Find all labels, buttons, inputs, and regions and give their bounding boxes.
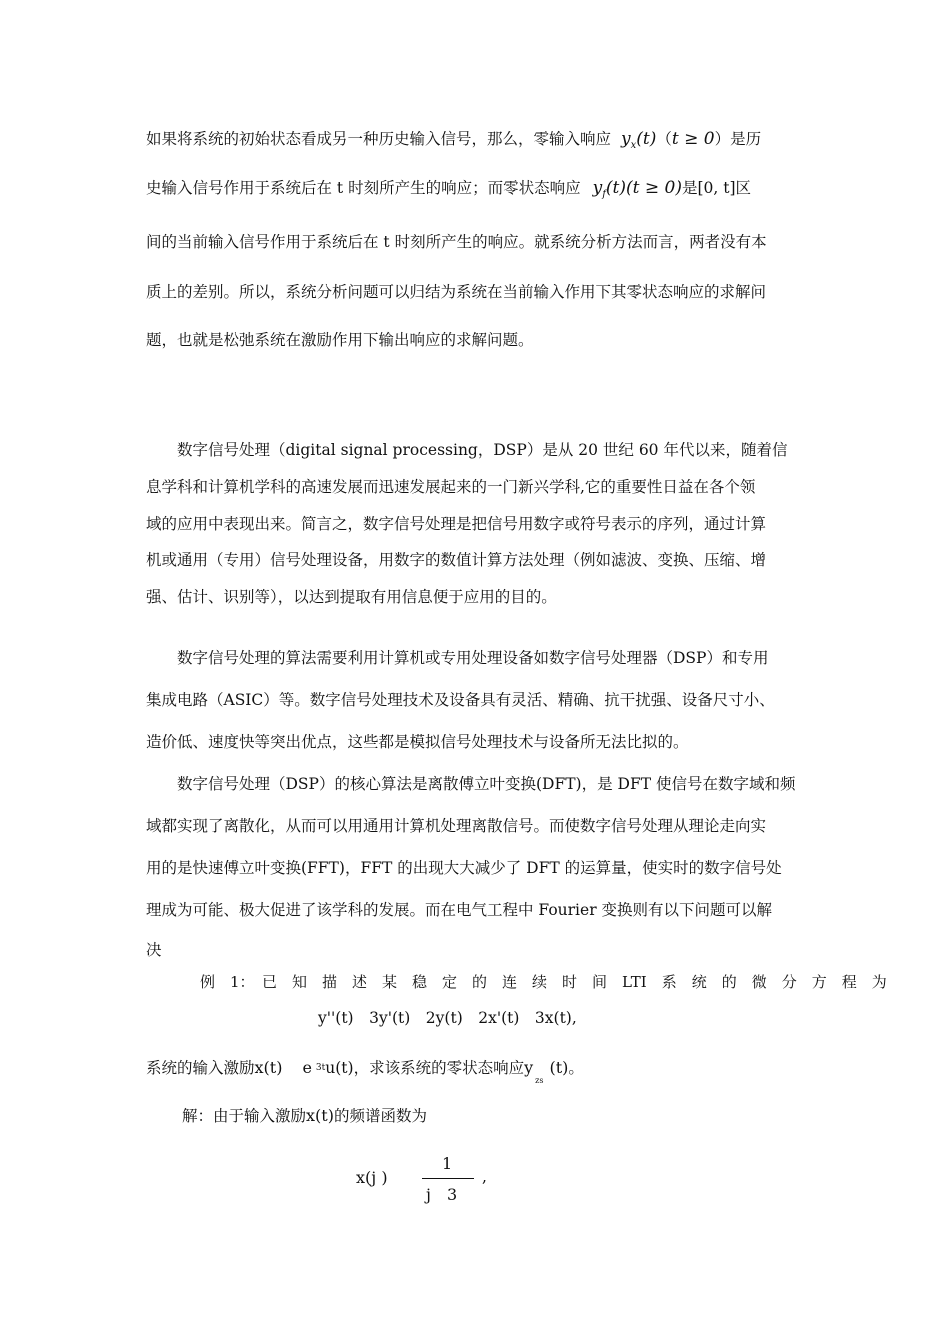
fraction-lhs: x(j ) (356, 1168, 388, 1187)
input-text-2: u(t)，求该系统的零状态响应 (325, 1059, 525, 1077)
para3-line-1: 数字信号处理的算法需要利用计算机或专用处理设备如数字信号处理器（DSP）和专用 (177, 649, 769, 667)
para4-line-5: 决 (146, 941, 162, 959)
para2-line-2: 息学科和计算机学科的高速发展而迅速发展起来的一门新兴学科,它的重要性日益在各个领 (146, 478, 756, 496)
math-y-symbol: y (621, 129, 631, 149)
para3-line-2: 集成电路（ASIC）等。数字信号处理技术及设备具有灵活、精确、抗干扰强、设备尺寸小、 (146, 691, 775, 709)
example-heading: 例 1： 已 知 描 述 某 稳 定 的 连 续 时 间 LTI 系 统 的 微 分 方 程 为 (200, 973, 887, 991)
math-arg: (t)(t ≥ 0) (605, 178, 682, 198)
paren: （ (656, 130, 672, 148)
solution-text: 解：由于输入激励 (182, 1107, 307, 1125)
fraction-numerator: 1 (442, 1154, 453, 1173)
input-x: x(t) (254, 1058, 283, 1077)
para1-text: 史输入信号作用于系统后在 t 时刻所产生的响应；而零状态响应 (146, 179, 581, 197)
para2-line-3: 域的应用中表现出来。简言之，数字信号处理是把信号用数字或符号表示的序列，通过计算 (146, 515, 767, 533)
para1-text-end: 是[0, t]区 (681, 179, 752, 197)
solution-x: x(t) (306, 1106, 334, 1125)
example-input-line (146, 1058, 584, 1091)
para1-line-4: 质上的差别。所以，系统分析问题可以归结为系统在当前输入作用下其零状态响应的求解问 (146, 283, 767, 301)
fraction-comma: , (482, 1168, 487, 1186)
para2-line-5: 强、估计、识别等），以达到提取有用信息便于应用的目的。 (146, 588, 557, 606)
para4-line-4: 理成为可能、极大促进了该学科的发展。而在电气工程中 Fourier 变换则有以下问题可以解 (146, 901, 773, 919)
para1-text-end: ）是历 (714, 130, 762, 148)
example-equation: y''(t) 3y'(t) 2y(t) 2x'(t) 3x(t), (318, 1009, 577, 1027)
input-text: 系统的输入激励 (146, 1059, 255, 1077)
output-subscript: zs (535, 1076, 544, 1085)
input-exponent: 3t (315, 1063, 326, 1073)
para2-line-1: 数字信号处理（digital signal processing，DSP）是从 20 世纪 60 年代以来，随着信 (177, 441, 788, 459)
para1-line-3: 间的当前输入信号作用于系统后在 t 时刻所产生的响应。就系统分析方法而言，两者没有本 (146, 233, 767, 251)
para4-line-2: 域都实现了离散化，从而可以用通用计算机处理离散信号。而使数字信号处理从理论走向实 (146, 817, 767, 835)
solution-text-2: 的频谱函数为 (333, 1107, 427, 1125)
input-end: 。 (568, 1059, 584, 1077)
output-y: y (524, 1058, 534, 1077)
math-y-symbol: y (592, 178, 603, 198)
math-subscript: x (630, 140, 637, 151)
fraction-denominator: j 3 (426, 1185, 458, 1204)
para1-line-2 (146, 178, 751, 205)
math-subscript: f (602, 189, 606, 200)
para1-line-5: 题，也就是松弛系统在激励作用下输出响应的求解问题。 (146, 331, 534, 349)
para1-text: 如果将系统的初始状态看成另一种历史输入信号，那么，零输入响应 (146, 130, 612, 148)
input-e: e (302, 1058, 312, 1077)
math-condition: t ≥ 0 (671, 129, 715, 149)
para4-line-3: 用的是快速傅立叶变换(FFT)，FFT 的出现大大减少了 DFT 的运算量，使实时的数字信号处 (146, 859, 782, 877)
para3-line-3: 造价低、速度快等突出优点，这些都是模拟信号处理技术与设备所无法比拟的。 (146, 733, 689, 751)
para2-line-4: 机或通用（专用）信号处理设备，用数字的数值计算方法处理（例如滤波、变换、压缩、增 (146, 551, 767, 569)
output-arg: (t) (549, 1058, 569, 1077)
fraction-bar (422, 1178, 474, 1179)
spectrum-fraction (356, 1154, 496, 1204)
solution-line (182, 1106, 427, 1126)
para1-line-1 (146, 129, 761, 156)
math-arg: (t) (636, 129, 657, 149)
para4-line-1: 数字信号处理（DSP）的核心算法是离散傅立叶变换(DFT)，是 DFT 使信号在数字域和频 (177, 775, 796, 793)
